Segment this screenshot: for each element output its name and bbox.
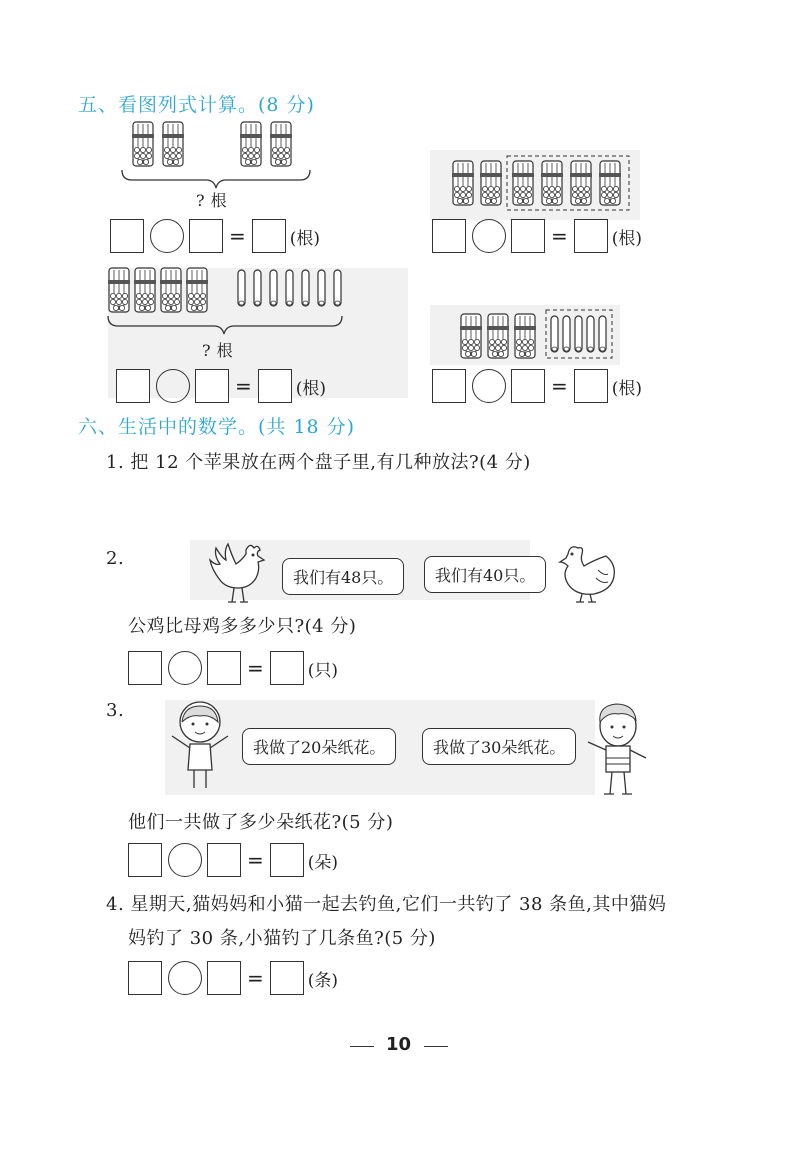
unit-label: (根) bbox=[611, 378, 643, 399]
question-4-line2: 妈钓了 30 条,小猫钓了几条鱼?(5 分) bbox=[128, 928, 436, 949]
equals-sign: = bbox=[247, 848, 264, 872]
answer-box[interactable] bbox=[207, 961, 241, 995]
equation-row bbox=[128, 648, 338, 688]
answer-box[interactable] bbox=[270, 843, 304, 877]
rooster-speech-bubble: 我们有48只。 bbox=[282, 558, 404, 595]
answer-box[interactable] bbox=[511, 369, 545, 403]
question-4-line1: 4. 星期天,猫妈妈和小猫一起去钓鱼,它们一共钓了 38 条鱼,其中猫妈 bbox=[106, 894, 667, 915]
girl-icon bbox=[166, 700, 232, 792]
divider bbox=[424, 1046, 448, 1047]
answer-box[interactable] bbox=[252, 219, 286, 253]
answer-box[interactable] bbox=[195, 369, 229, 403]
operator-circle[interactable] bbox=[472, 369, 506, 403]
bundles-picture-top-right bbox=[448, 156, 638, 216]
equals-sign: = bbox=[247, 966, 264, 990]
question-3-text: 他们一共做了多少朵纸花?(5 分) bbox=[128, 812, 394, 833]
question-2-text: 公鸡比母鸡多多少只?(4 分) bbox=[128, 616, 357, 637]
unit-label: (朵) bbox=[307, 852, 339, 873]
answer-box[interactable] bbox=[511, 219, 545, 253]
boy-speech-bubble: 我做了30朵纸花。 bbox=[422, 728, 576, 765]
answer-box[interactable] bbox=[432, 219, 466, 253]
answer-box[interactable] bbox=[110, 219, 144, 253]
hen-speech-bubble: 我们有40只。 bbox=[424, 556, 546, 593]
answer-box[interactable] bbox=[207, 843, 241, 877]
answer-box[interactable] bbox=[270, 651, 304, 685]
question-number: 2. bbox=[106, 548, 125, 569]
operator-circle[interactable] bbox=[168, 651, 202, 685]
divider bbox=[350, 1046, 374, 1047]
equation-row bbox=[432, 366, 642, 406]
rooster-icon bbox=[206, 540, 268, 606]
unit-label: (只) bbox=[307, 660, 339, 681]
answer-box[interactable] bbox=[128, 651, 162, 685]
equation-row bbox=[110, 216, 320, 256]
equation-row bbox=[116, 366, 326, 406]
operator-circle[interactable] bbox=[168, 843, 202, 877]
question-1: 1. 把 12 个苹果放在两个盘子里,有几种放法?(4 分) bbox=[106, 452, 531, 473]
bundles-picture-top-left bbox=[118, 122, 318, 192]
unit-label: (根) bbox=[295, 378, 327, 399]
equals-sign: = bbox=[551, 224, 568, 248]
section6-heading: 六、生活中的数学。(共 18 分) bbox=[78, 416, 356, 438]
answer-box[interactable] bbox=[270, 961, 304, 995]
equals-sign: = bbox=[235, 374, 252, 398]
equals-sign: = bbox=[247, 656, 264, 680]
operator-circle[interactable] bbox=[472, 219, 506, 253]
equals-sign: = bbox=[551, 374, 568, 398]
unit-label: (条) bbox=[307, 970, 339, 991]
page-number: 10 bbox=[386, 1034, 412, 1055]
question-number: 3. bbox=[106, 700, 125, 721]
unit-label: (根) bbox=[611, 228, 643, 249]
hen-icon bbox=[554, 540, 620, 606]
bundles-picture-bottom-right bbox=[458, 310, 618, 362]
equation-row bbox=[128, 958, 338, 998]
unit-label: (根) bbox=[289, 228, 321, 249]
equation-row bbox=[128, 840, 338, 880]
answer-box[interactable] bbox=[432, 369, 466, 403]
operator-circle[interactable] bbox=[168, 961, 202, 995]
answer-box[interactable] bbox=[207, 651, 241, 685]
answer-box[interactable] bbox=[189, 219, 223, 253]
bundles-picture-bottom-left bbox=[106, 266, 356, 346]
answer-box[interactable] bbox=[574, 369, 608, 403]
operator-circle[interactable] bbox=[156, 369, 190, 403]
answer-box[interactable] bbox=[128, 961, 162, 995]
girl-speech-bubble: 我做了20朵纸花。 bbox=[242, 728, 396, 765]
question-label: ? 根 bbox=[196, 191, 228, 210]
question-label: ? 根 bbox=[202, 341, 234, 360]
answer-box[interactable] bbox=[574, 219, 608, 253]
equals-sign: = bbox=[229, 224, 246, 248]
equation-row bbox=[432, 216, 642, 256]
operator-circle[interactable] bbox=[150, 219, 184, 253]
answer-box[interactable] bbox=[128, 843, 162, 877]
answer-box[interactable] bbox=[258, 369, 292, 403]
section5-heading: 五、看图列式计算。(8 分) bbox=[78, 94, 315, 116]
answer-box[interactable] bbox=[116, 369, 150, 403]
boy-icon bbox=[584, 700, 654, 798]
